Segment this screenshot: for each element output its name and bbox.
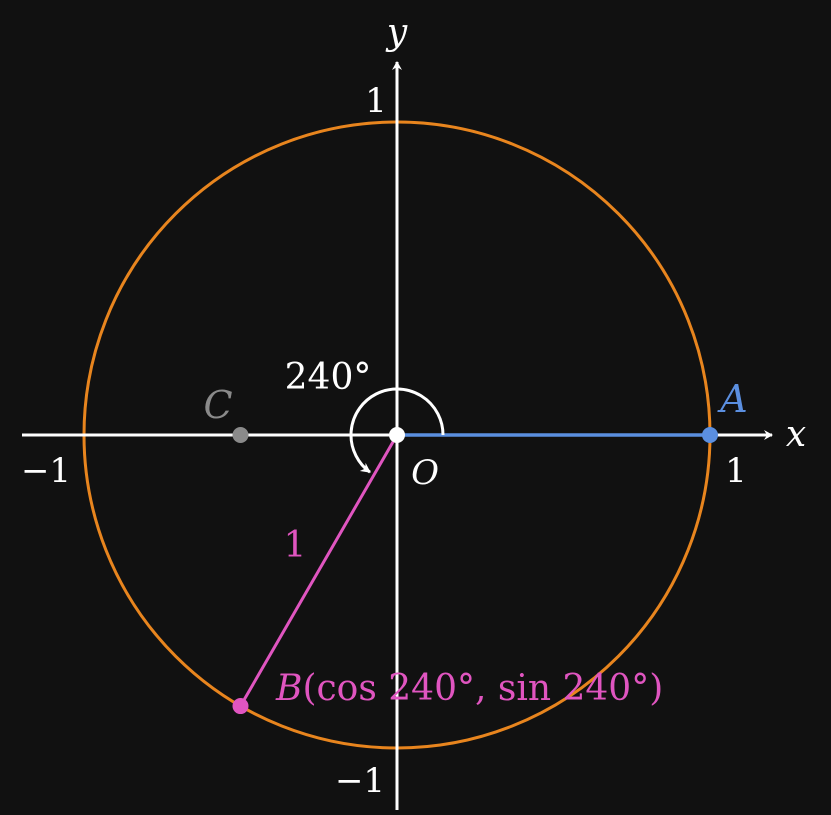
point-b-label: B <box>276 668 303 709</box>
point-b <box>233 698 249 714</box>
angle-label: 240° <box>284 357 372 398</box>
point-c-label: C <box>203 383 233 427</box>
origin-point <box>389 427 405 443</box>
point-a <box>702 427 718 443</box>
x-axis-label: x <box>785 414 807 455</box>
point-b-coords: (cos 240°, sin 240°) <box>302 668 664 709</box>
tick-y-pos: 1 <box>365 81 387 121</box>
radius-label: 1 <box>283 525 307 566</box>
origin-label: O <box>411 453 439 493</box>
point-c <box>233 427 249 443</box>
point-b-label-group <box>275 668 663 709</box>
point-a-label: A <box>720 377 748 421</box>
tick-x-neg: −1 <box>20 451 72 491</box>
y-axis-label: y <box>386 12 408 53</box>
tick-y-neg: −1 <box>334 761 386 801</box>
tick-x-pos: 1 <box>725 451 747 491</box>
segment-ob <box>241 435 398 706</box>
